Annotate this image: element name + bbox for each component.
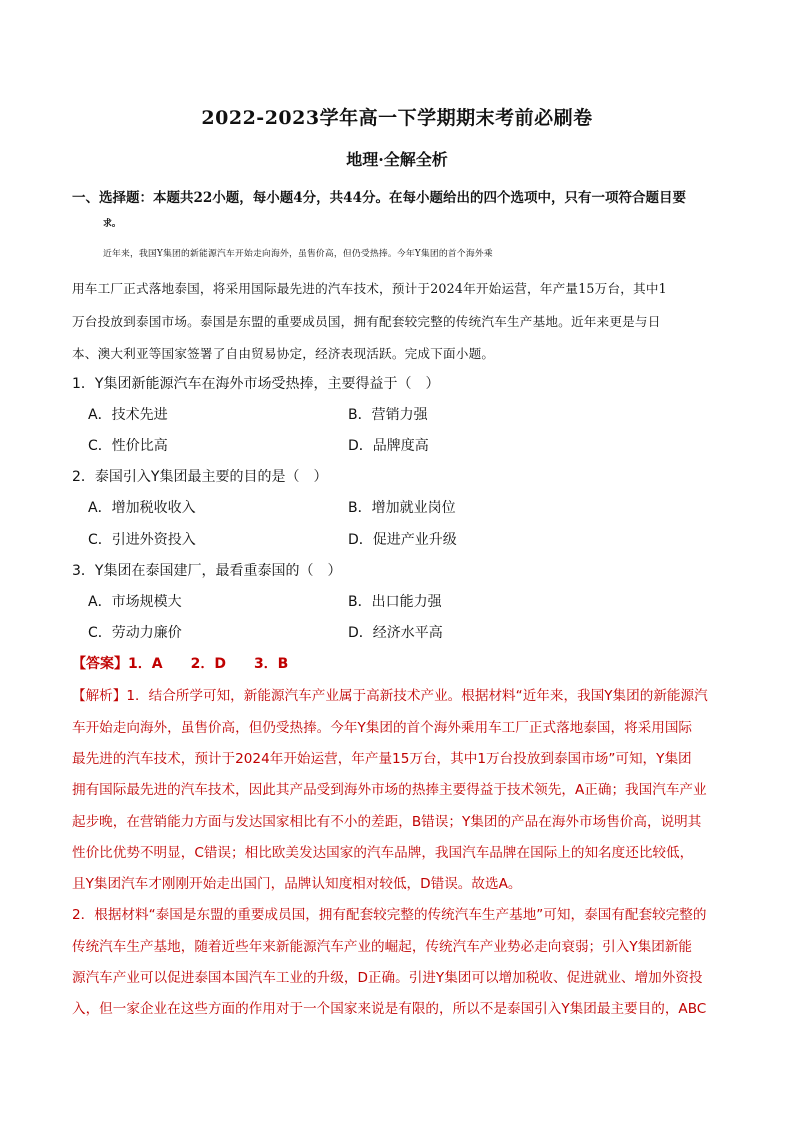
explanation-line: 【解析】1．结合所学可知，新能源汽车产业属于高新技术产业。根据材料“近年来，我国Y集团的新能源汽 <box>72 688 708 704</box>
option-b: B．营销力强 <box>348 407 428 423</box>
option-d: D．品牌度高 <box>348 438 429 454</box>
explanation-line: 传统汽车生产基地，随着近些年来新能源汽车产业的崛起，传统汽车产业势必走向衰弱；引入Y集团新能 <box>72 939 693 955</box>
question-stem: 2．泰国引入Y集团最主要的目的是（ ） <box>72 469 328 485</box>
option-b: B．增加就业岗位 <box>348 500 456 516</box>
passage-line: 用车工厂正式落地泰国，将采用国际最先进的汽车技术，预计于2024年开始运营，年产量15万台，其中1 <box>72 281 667 296</box>
question-stem: 3．Y集团在泰国建厂，最看重泰国的（ ） <box>72 563 342 579</box>
option-b: B．出口能力强 <box>348 594 442 610</box>
passage-line: 近年来，我国Y集团的新能源汽车开始走向海外，虽售价高，但仍受热捧。今年Y集团的首个海外乘 <box>103 249 493 259</box>
page-subtitle: 地理·全解全析 <box>346 150 448 169</box>
explanation-line: 起步晚，在营销能力方面与发达国家相比有不小的差距，B错误；Y集团的产品在海外市场售价高，说明其 <box>72 814 702 830</box>
option-a: A．增加税收收入 <box>88 500 196 516</box>
option-d: D．促进产业升级 <box>348 532 457 548</box>
option-a: A．市场规模大 <box>88 594 182 610</box>
explanation-line: 车开始走向海外，虽售价高，但仍受热捧。今年Y集团的首个海外乘用车工厂正式落地泰国，将采用国际 <box>72 720 693 736</box>
passage-line: 本、澳大利亚等国家签署了自由贸易协定，经济表现活跃。完成下面小题。 <box>72 346 495 361</box>
passage-line: 万台投放到泰国市场。泰国是东盟的重要成员国，拥有配套较完整的传统汽车生产基地。近年来更是与日 <box>72 314 661 329</box>
option-c: C．引进外资投入 <box>88 532 196 548</box>
explanation-line: 2．根据材料“泰国是东盟的重要成员国，拥有配套较完整的传统汽车生产基地”可知，泰国有配套较完整的 <box>72 907 707 923</box>
explanation-line: 拥有国际最先进的汽车技术，因此其产品受到海外市场的热捧主要得益于技术领先，A正确；我国汽车产业 <box>72 782 707 798</box>
section-heading: 一、选择题：本题共22小题，每小题4分，共44分。在每小题给出的四个选项中，只有一项符合题目要 <box>72 190 686 206</box>
option-a: A．技术先进 <box>88 407 168 423</box>
option-d: D．经济水平高 <box>348 625 443 641</box>
option-c: C．劳动力廉价 <box>88 625 182 641</box>
section-heading-cont: 求。 <box>103 219 121 229</box>
explanation-line: 最先进的汽车技术，预计于2024年开始运营，年产量15万台，其中1万台投放到泰国市场”可知，Y集团 <box>72 751 692 767</box>
answer-line: 【答案】1．A 2．D 3．B <box>72 656 289 672</box>
explanation-line: 且Y集团汽车才刚刚开始走出国门，品牌认知度相对较低，D错误。故选A。 <box>72 876 522 892</box>
question-stem: 1．Y集团新能源汽车在海外市场受热捧，主要得益于（ ） <box>72 376 440 392</box>
page-title: 2022-2023学年高一下学期期末考前必刷卷 <box>201 107 593 129</box>
explanation-line: 性价比优势不明显，C错误；相比欧美发达国家的汽车品牌，我国汽车品牌在国际上的知名度还比较低， <box>72 845 694 861</box>
explanation-line: 源汽车产业可以促进泰国本国汽车工业的升级，D正确。引进Y集团可以增加税收、促进就业、增加外资投 <box>72 970 703 986</box>
explanation-line: 入，但一家企业在这些方面的作用对于一个国家来说是有限的，所以不是泰国引入Y集团最主要目的，ABC <box>72 1001 707 1017</box>
option-c: C．性价比高 <box>88 438 168 454</box>
